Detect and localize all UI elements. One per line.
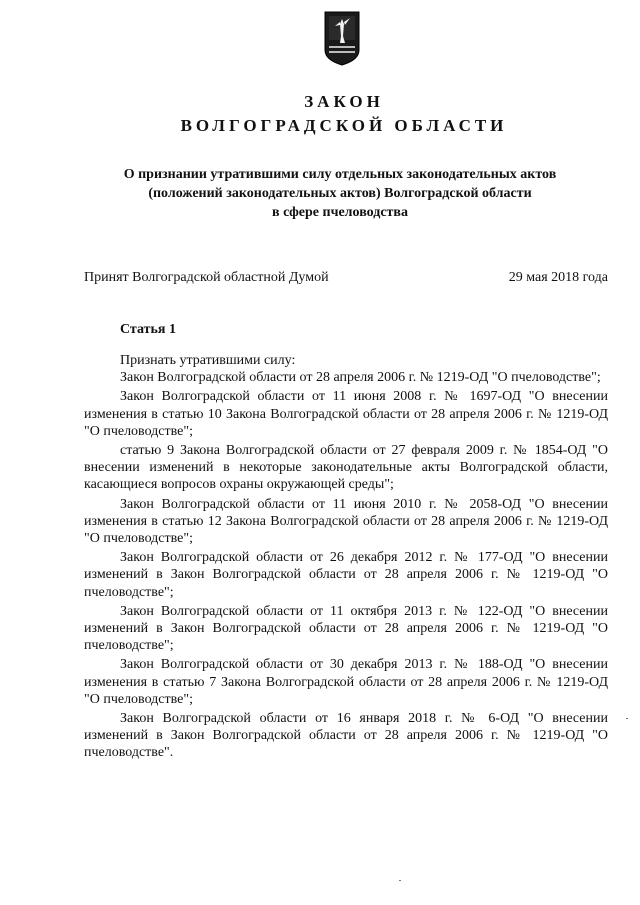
repealed-act-item: Закон Волгоградской области от 16 января 2018 г. № 6-ОД "О внесении изменений в Закон Волгоградской области от 28 апреля 2006 г. № 1219-ОД "О пчеловодстве".	[84, 711, 608, 761]
adopted-by: Принят Волгоградской областной Думой	[84, 270, 329, 285]
law-subject-line: в сфере пчеловодства	[272, 205, 408, 220]
law-region-title: ВОЛГОГРАДСКОЙ ОБЛАСТИ	[180, 116, 508, 135]
repealed-act-item: Закон Волгоградской области от 30 декабря 2013 г. № 188-ОД "О внесении изменения в статью 7 Закона Волгоградской области от 28 апреля 2006 г. № 1219-ОД "О пчеловодстве";	[84, 657, 608, 707]
article-intro: Признать утратившими силу:	[120, 353, 296, 368]
coat-of-arms-icon	[323, 10, 361, 66]
scan-speck	[399, 880, 401, 881]
law-subject	[90, 165, 590, 222]
law-title: ЗАКОН	[304, 92, 384, 111]
adoption-row	[84, 270, 608, 286]
repealed-act-item: Закон Волгоградской области от 11 июня 2010 г. № 2058-ОД "О внесении изменения в статью 12 Закона Волгоградской области от 28 апреля 2006 г. № 1219-ОД "О пчеловодстве";	[84, 496, 608, 547]
repealed-act-item: статью 9 Закона Волгоградской области от 27 февраля 2009 г. № 1854-ОД "О внесении изменений в некоторые законодательные акты Волгоградской области, касающиеся вопросов охраны окружающей среды";	[84, 443, 608, 493]
law-subject-line: О признании утратившими силу отдельных законодательных актов	[123, 167, 557, 182]
article-body	[84, 352, 608, 762]
repealed-act-item: Закон Волгоградской области от 28 апреля 2006 г. № 1219-ОД "О пчеловодстве";	[120, 370, 601, 386]
law-subject-line: (положений законодательных актов) Волгоградской области	[148, 186, 532, 201]
repealed-act-item: Закон Волгоградской области от 26 декабря 2012 г. № 177-ОД "О внесении изменений в Закон Волгоградской области от 28 апреля 2006 г. № 1219-ОД "О пчеловодстве";	[84, 550, 608, 600]
repealed-act-item: Закон Волгоградской области от 11 июня 2008 г. № 1697-ОД "О внесении изменения в статью 10 Закона Волгоградской области от 28 апреля 2006 г. № 1219-ОД "О пчеловодстве";	[84, 389, 608, 439]
scan-speck	[626, 718, 628, 719]
article-heading: Статья 1	[120, 322, 176, 337]
adoption-date: 29 мая 2018 года	[508, 270, 608, 285]
repealed-act-item: Закон Волгоградской области от 11 октября 2013 г. № 122-ОД "О внесении изменений в Закон Волгоградской области от 28 апреля 2006 г. № 1219-ОД "О пчеловодстве";	[84, 603, 608, 654]
